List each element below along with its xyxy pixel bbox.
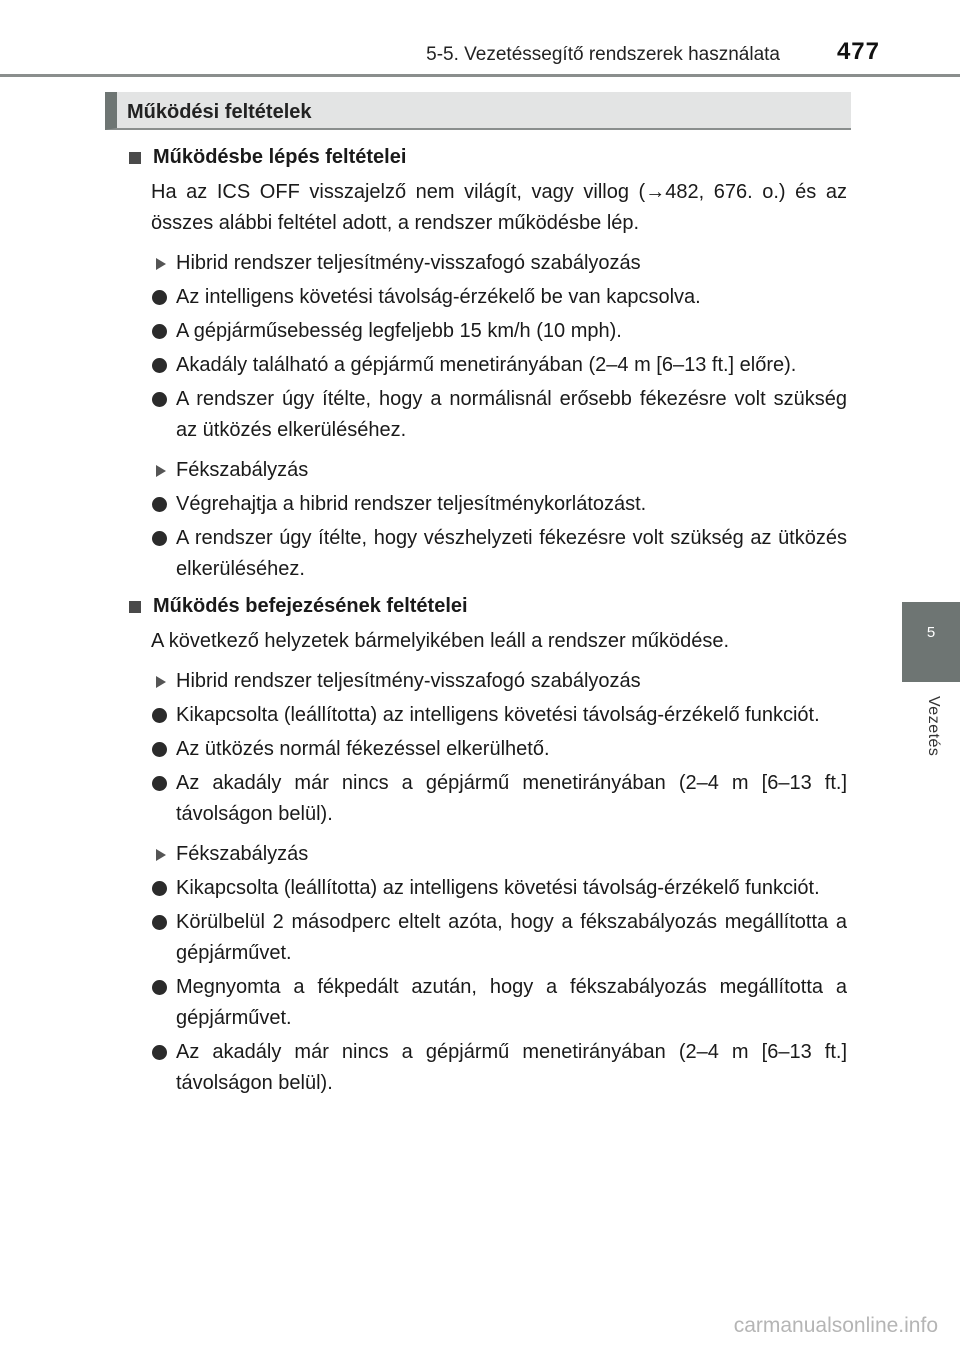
dot-bullet-icon [152,708,167,723]
box-heading [105,92,851,130]
list-item-text: A rendszer úgy ítélte, hogy vészhelyzeti fékezésre volt szükség az ütközés elkerüléséhez. [176,527,847,580]
triangle-bullet-icon [156,465,166,477]
box-heading-text: Működési feltételek [127,101,312,123]
dot-bullet-icon [152,497,167,512]
list-item-text: Az akadály már nincs a gépjármű menetirányában (2–4 m [6–13 ft.] távolságon belül). [176,772,847,825]
subsection-heading [129,142,847,173]
square-bullet-icon [129,601,141,613]
dot-bullet-icon [152,881,167,896]
triangle-bullet-icon [156,849,166,861]
list-item [129,523,847,585]
watermark: carmanualsonline.info [733,1314,938,1337]
list-item [129,350,847,381]
triangle-bullet-icon [156,676,166,688]
list-item-text: Az intelligens követési távolság-érzékelő be van kapcsolva. [176,286,701,308]
dot-bullet-icon [152,776,167,791]
square-bullet-icon [129,152,141,164]
condition-group [129,248,847,446]
triangle-bullet-icon [156,258,166,270]
list-item-text: Az akadály már nincs a gépjármű menetirányában (2–4 m [6–13 ft.] távolságon belül). [176,1041,847,1094]
list-item [129,972,847,1034]
dot-bullet-icon [152,1045,167,1060]
group-title [129,839,847,870]
list-item-text: Kikapcsolta (leállította) az intelligens követési távolság-érzékelő funkciót. [176,704,820,726]
dot-bullet-icon [152,324,167,339]
list-item [129,907,847,969]
list-item-text: Megnyomta a fékpedált azután, hogy a fékszabályozás megállította a gépjárművet. [176,976,847,1029]
group-title-text: Hibrid rendszer teljesítmény-visszafogó szabályozás [176,670,641,692]
group-title [129,455,847,486]
list-item [129,873,847,904]
list-item-text: Végrehajtja a hibrid rendszer teljesítménykorlátozást. [176,493,647,515]
list-item-text: A gépjárműsebesség legfeljebb 15 km/h (10 mph). [176,320,622,342]
page-number: 477 [836,38,880,65]
dot-bullet-icon [152,915,167,930]
chapter-tab [902,602,960,682]
list-item [129,316,847,347]
list-item-text: Akadály található a gépjármű menetirányában (2–4 m [6–13 ft.] előre). [176,354,797,376]
dot-bullet-icon [152,531,167,546]
paragraph: Ha az ICS OFF visszajelző nem világít, vagy villog (→482, 676. o.) és az összes alábbi feltétel adott, a rendszer működésbe lép. [151,181,847,234]
group-title-text: Fékszabályzás [176,843,309,865]
section-title: 5-5. Vezetéssegítő rendszerek használata [426,44,780,65]
list-item [129,489,847,520]
list-item-text: Kikapcsolta (leállította) az intelligens követési távolság-érzékelő funkciót. [176,877,820,899]
list-item-text: Körülbelül 2 másodperc eltelt azóta, hogy a fékszabályozás megállította a gépjárművet. [176,911,847,964]
condition-group [129,666,847,830]
subsection-heading [129,591,847,622]
header-divider [0,74,960,77]
paragraph: A következő helyzetek bármelyikében leáll a rendszer működése. [151,630,730,652]
dot-bullet-icon [152,392,167,407]
group-title [129,666,847,697]
group-title [129,248,847,279]
group-title-text: Hibrid rendszer teljesítmény-visszafogó szabályozás [176,252,641,274]
dot-bullet-icon [152,358,167,373]
list-item [129,734,847,765]
chapter-number: 5 [926,624,936,641]
subsection-heading-text: Működésbe lépés feltételei [153,146,407,168]
dot-bullet-icon [152,980,167,995]
list-item [129,768,847,830]
chapter-label: Vezetés [925,696,942,757]
list-item [129,384,847,446]
group-title-text: Fékszabályzás [176,459,309,481]
list-item-text: A rendszer úgy ítélte, hogy a normálisnál erősebb fékezésre volt szükség az ütközés elkerüléséhez. [176,388,847,441]
condition-group [129,839,847,1099]
subsection-heading-text: Működés befejezésének feltételei [153,595,468,617]
list-item [129,700,847,731]
list-item-text: Az ütközés normál fékezéssel elkerülhető. [176,738,550,760]
content-body [129,136,847,1099]
dot-bullet-icon [152,742,167,757]
list-item [129,1037,847,1099]
dot-bullet-icon [152,290,167,305]
list-item [129,282,847,313]
condition-group [129,455,847,585]
